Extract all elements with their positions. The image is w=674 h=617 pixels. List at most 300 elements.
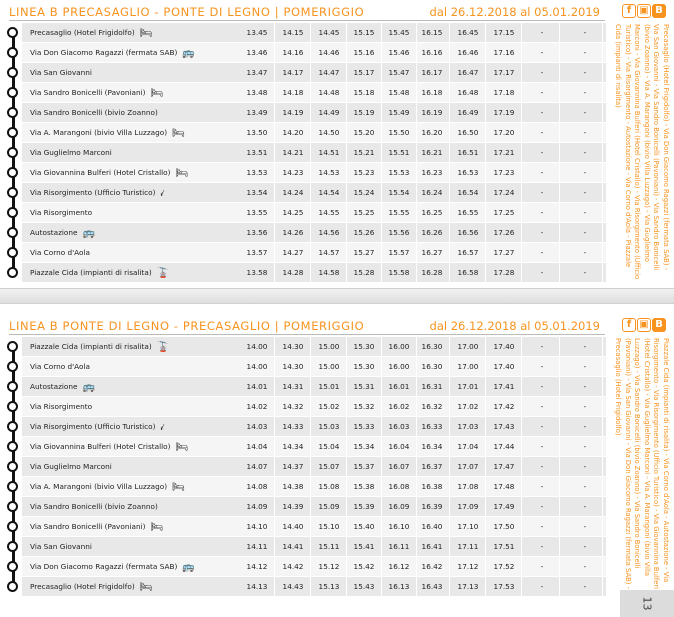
- time-cell: 16.33: [421, 422, 443, 431]
- bed-icon: 🛏: [175, 167, 189, 179]
- time-cell: -: [540, 128, 544, 137]
- stop-name: Via Sandro Bonicelli (Pavoniani) 🛏: [30, 517, 163, 537]
- table-row: [0, 537, 606, 556]
- time-cell: 14.24: [282, 188, 304, 197]
- time-cell: 15.31: [353, 382, 375, 391]
- badge-group: [622, 318, 667, 337]
- time-cell: 17.50: [493, 522, 515, 531]
- stop-marker: [7, 187, 18, 198]
- date-range: dal 26.12.2018 al 05.01.2019: [429, 5, 600, 19]
- time-cell: -: [583, 542, 587, 551]
- stop-marker: [7, 541, 18, 552]
- time-cell: 14.34: [282, 442, 304, 451]
- time-cell: 16.54: [457, 188, 479, 197]
- time-cell: 15.13: [318, 582, 340, 591]
- table-row: [0, 183, 606, 202]
- stop-name: Via Giovannina Bulferi (Hotel Cristallo) 🛏: [30, 437, 188, 457]
- time-cell: 15.54: [388, 188, 410, 197]
- stop-marker: [7, 267, 18, 278]
- stop-name: Via Giovannina Bulferi (Hotel Cristallo) 🛏: [30, 163, 188, 183]
- time-cell: 15.02: [318, 402, 340, 411]
- time-cells: [240, 497, 606, 516]
- time-cell: 15.39: [353, 502, 375, 511]
- time-cell: 14.31: [282, 382, 304, 391]
- time-cell: 14.51: [318, 148, 340, 157]
- time-cell: -: [583, 522, 587, 531]
- time-cell: 17.24: [493, 188, 515, 197]
- stop-marker: [7, 481, 18, 492]
- time-cell: 16.25: [421, 208, 443, 217]
- time-cell: 17.40: [493, 362, 515, 371]
- time-cell: -: [540, 462, 544, 471]
- time-cell: 15.42: [353, 562, 375, 571]
- stop-name: Via Risorgimento: [30, 402, 93, 411]
- time-cell: -: [540, 342, 544, 351]
- stop-name: Autostazione 🚌: [30, 223, 95, 243]
- time-cell: 16.37: [421, 462, 443, 471]
- stop-name: Piazzale Cida (impianti di risalita) 🚡: [30, 337, 169, 357]
- time-cell: 17.44: [493, 442, 515, 451]
- time-cell: 14.18: [282, 88, 304, 97]
- time-cells: [240, 357, 606, 376]
- time-cell: 14.13: [246, 582, 268, 591]
- time-cell: -: [583, 168, 587, 177]
- time-cells: [240, 243, 606, 262]
- stop-name: Via San Giovanni: [30, 542, 92, 551]
- time-cell: -: [540, 442, 544, 451]
- time-cell: 15.46: [388, 48, 410, 57]
- stop-marker: [7, 27, 18, 38]
- stop-marker: [7, 47, 18, 58]
- time-cell: 15.12: [318, 562, 340, 571]
- time-cell: 17.00: [457, 342, 479, 351]
- time-cell: 15.41: [353, 542, 375, 551]
- time-cell: 16.28: [421, 268, 443, 277]
- time-cell: 16.47: [457, 68, 479, 77]
- time-cell: 15.16: [353, 48, 375, 57]
- time-cell: 14.55: [318, 208, 340, 217]
- stop-marker: [7, 167, 18, 178]
- time-cell: 15.24: [353, 188, 375, 197]
- time-cell: 14.47: [318, 68, 340, 77]
- date-range: dal 26.12.2018 al 05.01.2019: [429, 319, 600, 333]
- time-cell: 16.55: [457, 208, 479, 217]
- time-cell: 13.58: [246, 268, 268, 277]
- time-cell: 15.00: [318, 362, 340, 371]
- time-cell: -: [583, 462, 587, 471]
- time-cell: 16.00: [388, 342, 410, 351]
- time-cell: 16.42: [421, 562, 443, 571]
- time-cells: [240, 397, 606, 416]
- stop-marker: [7, 147, 18, 158]
- stop-marker: [7, 501, 18, 512]
- time-cell: 16.08: [388, 482, 410, 491]
- time-cell: 15.01: [318, 382, 340, 391]
- time-cell: 15.30: [353, 362, 375, 371]
- time-cell: 16.49: [457, 108, 479, 117]
- time-cell: 16.32: [421, 402, 443, 411]
- time-cell: 14.40: [282, 522, 304, 531]
- time-cells: [240, 517, 606, 536]
- info-icon: 𝒾: [160, 421, 164, 433]
- time-cell: 15.57: [388, 248, 410, 257]
- time-cell: -: [583, 482, 587, 491]
- time-cell: 15.11: [318, 542, 340, 551]
- time-cell: 16.57: [457, 248, 479, 257]
- table-row: [0, 517, 606, 536]
- stop-name: Via San Giovanni: [30, 68, 92, 77]
- time-cell: 16.31: [421, 382, 443, 391]
- time-cell: 16.38: [421, 482, 443, 491]
- time-cell: 14.45: [318, 28, 340, 37]
- time-cell: 15.10: [318, 522, 340, 531]
- stop-name: Via Don Giacomo Ragazzi (fermata SAB) 🚌: [30, 557, 195, 577]
- time-cell: 16.50: [457, 128, 479, 137]
- time-cell: -: [540, 188, 544, 197]
- time-cell: 17.18: [493, 88, 515, 97]
- table-row: [0, 377, 606, 396]
- stop-name: Precasaglio (Hotel Frigidolfo) 🛏: [30, 577, 152, 597]
- stop-name: Via Risorgimento (Ufficio Turistico) 𝒾: [30, 417, 164, 437]
- time-cell: 14.37: [282, 462, 304, 471]
- time-cell: 14.30: [282, 342, 304, 351]
- time-cell: 15.27: [353, 248, 375, 257]
- table-row: [0, 397, 606, 416]
- time-cell: -: [583, 28, 587, 37]
- stop-name: Via Sandro Bonicelli (Pavoniani) 🛏: [30, 83, 163, 103]
- time-cell: 16.16: [421, 48, 443, 57]
- time-cell: 17.47: [493, 462, 515, 471]
- table-row: [0, 163, 606, 182]
- time-cell: 14.19: [282, 108, 304, 117]
- time-cell: 17.11: [457, 542, 479, 551]
- bus-badge-icon: ▣: [637, 4, 651, 18]
- time-cell: -: [540, 88, 544, 97]
- time-cell: -: [540, 228, 544, 237]
- cable-car-icon: 🚡: [156, 341, 170, 353]
- time-cells: [240, 417, 606, 436]
- title-rule: [9, 334, 605, 335]
- time-cell: 17.21: [493, 148, 515, 157]
- time-cell: -: [540, 402, 544, 411]
- time-cell: 14.42: [282, 562, 304, 571]
- time-cell: 15.56: [388, 228, 410, 237]
- time-cell: 15.50: [388, 128, 410, 137]
- stop-name: Piazzale Cida (impianti di risalita) 🚡: [30, 263, 169, 283]
- time-cell: -: [540, 482, 544, 491]
- time-cell: -: [540, 208, 544, 217]
- time-cell: 17.19: [493, 108, 515, 117]
- time-cell: -: [583, 148, 587, 157]
- time-cells: [240, 477, 606, 496]
- time-cell: 15.08: [318, 482, 340, 491]
- cable-car-icon: 🚡: [156, 267, 170, 279]
- time-cells: [240, 63, 606, 82]
- bed-icon: 🛏: [150, 521, 164, 533]
- time-cell: 14.25: [282, 208, 304, 217]
- time-cell: 15.43: [353, 582, 375, 591]
- time-cell: 15.23: [353, 168, 375, 177]
- time-cell: -: [583, 208, 587, 217]
- time-cell: 17.12: [457, 562, 479, 571]
- table-row: [0, 263, 606, 282]
- time-cell: 14.41: [282, 542, 304, 551]
- time-cell: 15.38: [353, 482, 375, 491]
- timetable: [0, 23, 606, 283]
- time-cell: 15.04: [318, 442, 340, 451]
- timetable: [0, 337, 606, 597]
- time-cell: -: [540, 168, 544, 177]
- time-cell: 17.13: [457, 582, 479, 591]
- time-cell: 16.45: [457, 28, 479, 37]
- time-cell: 16.09: [388, 502, 410, 511]
- time-cell: 17.09: [457, 502, 479, 511]
- time-cell: 16.01: [388, 382, 410, 391]
- time-cell: -: [583, 422, 587, 431]
- time-cell: 17.43: [493, 422, 515, 431]
- time-cell: 17.48: [493, 482, 515, 491]
- time-cell: 17.02: [457, 402, 479, 411]
- time-cell: 16.26: [421, 228, 443, 237]
- time-cell: -: [583, 188, 587, 197]
- table-row: [0, 357, 606, 376]
- time-cell: -: [540, 542, 544, 551]
- time-cell: 16.53: [457, 168, 479, 177]
- stop-marker: [7, 441, 18, 452]
- time-cell: -: [583, 48, 587, 57]
- time-cell: -: [583, 88, 587, 97]
- bed-icon: 🛏: [172, 127, 185, 139]
- time-cell: 15.09: [318, 502, 340, 511]
- stop-name: Via Guglielmo Marconi: [30, 148, 112, 157]
- stop-name: Via Corno d'Aola: [30, 248, 90, 257]
- stop-marker: [7, 67, 18, 78]
- time-cell: 16.46: [457, 48, 479, 57]
- time-cells: [240, 263, 606, 282]
- time-cells: [240, 457, 606, 476]
- time-cell: 16.34: [421, 442, 443, 451]
- time-cell: 16.00: [388, 362, 410, 371]
- time-cell: 14.17: [282, 68, 304, 77]
- time-cell: 15.48: [388, 88, 410, 97]
- stop-name: Precasaglio (Hotel Frigidolfo) 🛏: [30, 23, 152, 43]
- time-cell: -: [583, 68, 587, 77]
- time-cell: 15.19: [353, 108, 375, 117]
- stop-marker: [7, 521, 18, 532]
- time-cell: 14.23: [282, 168, 304, 177]
- time-cell: 15.28: [353, 268, 375, 277]
- time-cells: [240, 437, 606, 456]
- table-row: [0, 557, 606, 576]
- time-cell: -: [583, 248, 587, 257]
- time-cell: 16.39: [421, 502, 443, 511]
- time-cell: 16.24: [421, 188, 443, 197]
- time-cells: [240, 103, 606, 122]
- time-cell: -: [583, 442, 587, 451]
- time-cell: 16.02: [388, 402, 410, 411]
- time-cell: 15.17: [353, 68, 375, 77]
- time-cell: -: [583, 382, 587, 391]
- time-cell: 14.26: [282, 228, 304, 237]
- time-cell: 14.02: [246, 402, 268, 411]
- time-cell: 14.12: [246, 562, 268, 571]
- time-cell: 13.56: [246, 228, 268, 237]
- time-cell: 17.42: [493, 402, 515, 411]
- badge-group: [622, 4, 667, 23]
- table-row: [0, 23, 606, 42]
- page-number: 13: [620, 590, 674, 617]
- bed-icon: 🛏: [139, 581, 153, 593]
- time-cell: 17.26: [493, 228, 515, 237]
- time-cell: 16.17: [421, 68, 443, 77]
- bed-icon: 🛏: [139, 27, 153, 39]
- time-cell: 17.15: [493, 28, 515, 37]
- time-cell: -: [540, 28, 544, 37]
- time-cell: 16.15: [421, 28, 443, 37]
- route-summary-text: Precasaglio (Hotel Frigidolfo) - Via Don Giacomo Ragazzi (fermata SAB) - Via San Giovanni - Via Sandro Bonicelli (Pavoniani) - Via Sandro Bonicelli (bivio Zoanno) - Via A. Marangoni (bivio Villa Luzzago) - Via Guglielmo Marconi - Via Giovannina Bulferi (Hotel Cristallo) - Via Risorgimento (Ufficio Turistico) - Via Risorgimento - Autostazione - Via Corno d'Aola - Piazzale Cida (impianti di risalita): [614, 24, 670, 280]
- stop-marker: [7, 401, 18, 412]
- time-cells: [240, 43, 606, 62]
- time-cell: -: [540, 522, 544, 531]
- table-row: [0, 63, 606, 82]
- bus-icon: 🚌: [182, 561, 195, 573]
- stop-marker: [7, 341, 18, 352]
- time-cell: 14.16: [282, 48, 304, 57]
- stop-marker: [7, 461, 18, 472]
- time-cell: -: [540, 108, 544, 117]
- time-cells: [240, 123, 606, 142]
- time-cell: 16.56: [457, 228, 479, 237]
- time-cell: 17.41: [493, 382, 515, 391]
- bus-icon: 🚌: [82, 381, 95, 393]
- time-cells: [240, 23, 606, 42]
- time-cell: 13.46: [246, 48, 268, 57]
- stop-marker: [7, 207, 18, 218]
- time-cell: 17.20: [493, 128, 515, 137]
- bed-icon: 🛏: [175, 441, 189, 453]
- time-cells: [240, 83, 606, 102]
- time-cell: 16.20: [421, 128, 443, 137]
- time-cells: [240, 377, 606, 396]
- time-cell: 15.49: [388, 108, 410, 117]
- time-cells: [240, 577, 606, 596]
- time-cell: 14.08: [246, 482, 268, 491]
- time-cell: 15.40: [353, 522, 375, 531]
- time-cell: -: [540, 68, 544, 77]
- table-row: [0, 437, 606, 456]
- time-cell: 17.52: [493, 562, 515, 571]
- time-cell: 14.39: [282, 502, 304, 511]
- table-row: [0, 243, 606, 262]
- time-cell: 17.01: [457, 382, 479, 391]
- time-cell: 15.15: [353, 28, 375, 37]
- time-cell: 13.45: [246, 28, 268, 37]
- table-row: [0, 83, 606, 102]
- stop-marker: [7, 87, 18, 98]
- time-cell: -: [583, 402, 587, 411]
- stop-name: Via A. Marangoni (bivio Villa Luzzago) 🛏: [30, 477, 185, 497]
- time-cell: 15.53: [388, 168, 410, 177]
- time-cell: 14.10: [246, 522, 268, 531]
- time-cell: 13.55: [246, 208, 268, 217]
- stop-marker: [7, 381, 18, 392]
- time-cell: 17.04: [457, 442, 479, 451]
- time-cell: 16.58: [457, 268, 479, 277]
- time-cell: -: [583, 108, 587, 117]
- stop-marker: [7, 421, 18, 432]
- time-cell: -: [540, 502, 544, 511]
- time-cell: 16.30: [421, 342, 443, 351]
- time-cell: 15.51: [388, 148, 410, 157]
- time-cell: 17.16: [493, 48, 515, 57]
- time-cell: 16.04: [388, 442, 410, 451]
- time-cells: [240, 183, 606, 202]
- time-cell: 16.40: [421, 522, 443, 531]
- time-cell: 17.25: [493, 208, 515, 217]
- time-cell: -: [540, 48, 544, 57]
- time-cell: 17.07: [457, 462, 479, 471]
- stop-marker: [7, 127, 18, 138]
- time-cell: -: [583, 562, 587, 571]
- time-cell: 14.20: [282, 128, 304, 137]
- stop-marker: [7, 561, 18, 572]
- time-cell: 13.54: [246, 188, 268, 197]
- stop-marker: [7, 581, 18, 592]
- time-cell: 14.00: [246, 342, 268, 351]
- table-row: [0, 203, 606, 222]
- stop-name: Via Guglielmo Marconi: [30, 462, 112, 471]
- time-cell: -: [540, 582, 544, 591]
- time-cell: 13.51: [246, 148, 268, 157]
- time-cell: 14.48: [318, 88, 340, 97]
- time-cell: -: [583, 228, 587, 237]
- bed-icon: 🛏: [172, 481, 185, 493]
- time-cell: 17.49: [493, 502, 515, 511]
- time-cell: -: [540, 422, 544, 431]
- time-cell: 14.21: [282, 148, 304, 157]
- time-cell: 13.49: [246, 108, 268, 117]
- time-cell: 15.32: [353, 402, 375, 411]
- stop-name: Via Sandro Bonicelli (bivio Zoanno): [30, 502, 158, 511]
- time-cells: [240, 537, 606, 556]
- stop-marker: [7, 361, 18, 372]
- time-cell: -: [583, 362, 587, 371]
- time-cell: 13.53: [246, 168, 268, 177]
- time-cell: 14.03: [246, 422, 268, 431]
- time-cell: 15.21: [353, 148, 375, 157]
- time-cell: 15.26: [353, 228, 375, 237]
- time-cell: 16.51: [457, 148, 479, 157]
- time-cell: 17.27: [493, 248, 515, 257]
- time-cell: 15.34: [353, 442, 375, 451]
- time-cell: 16.19: [421, 108, 443, 117]
- time-cell: 15.18: [353, 88, 375, 97]
- table-row: [0, 477, 606, 496]
- stop-name: Via Corno d'Aola: [30, 362, 90, 371]
- time-cell: -: [583, 268, 587, 277]
- time-cell: 17.51: [493, 542, 515, 551]
- time-cell: 14.15: [282, 28, 304, 37]
- time-cell: 16.43: [421, 582, 443, 591]
- stop-marker: [7, 247, 18, 258]
- time-cell: 15.47: [388, 68, 410, 77]
- bus-icon: 🚌: [182, 47, 195, 59]
- time-cells: [240, 143, 606, 162]
- bus-badge-icon: ▣: [637, 318, 651, 332]
- time-cell: 16.03: [388, 422, 410, 431]
- table-row: [0, 417, 606, 436]
- time-cell: 15.30: [353, 342, 375, 351]
